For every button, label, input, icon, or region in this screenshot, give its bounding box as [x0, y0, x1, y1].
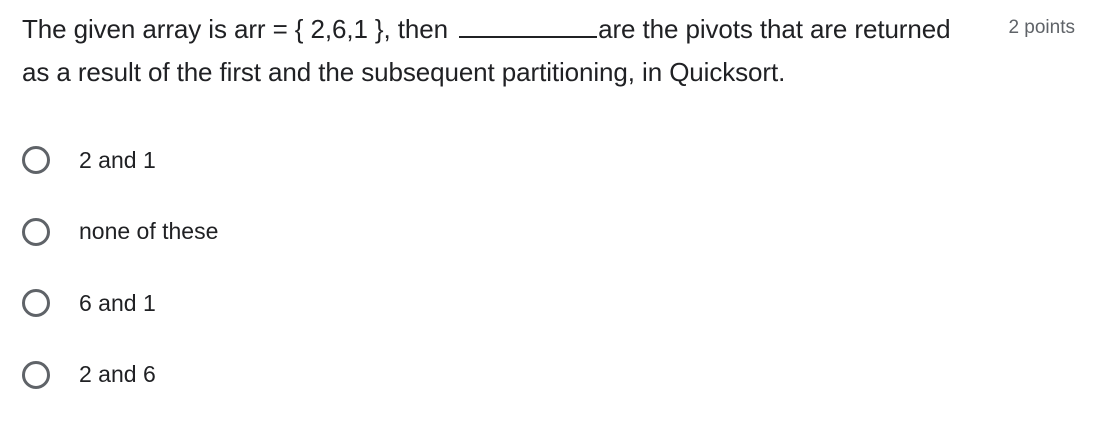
- option-2-and-6[interactable]: [22, 351, 218, 399]
- answer-blank: [459, 18, 597, 38]
- option-label: none of these: [79, 218, 219, 244]
- question-text-before-blank: The given array is arr = { 2,6,1 }, then: [22, 14, 456, 44]
- option-6-and-1[interactable]: [22, 279, 218, 327]
- option-2-and-1[interactable]: [22, 136, 218, 184]
- option-label: 2 and 6: [79, 361, 156, 387]
- radio-button[interactable]: [22, 146, 50, 174]
- question-text: [22, 8, 982, 94]
- radio-button[interactable]: [22, 218, 50, 246]
- option-label: 2 and 1: [79, 146, 156, 173]
- question-text-after-blank: are the pivots that are returned as a result of the first and the subsequent partitioning, in Quicksort.: [22, 14, 951, 87]
- option-none-of-these[interactable]: [22, 208, 218, 256]
- points-label: 2 points: [1008, 17, 1075, 38]
- radio-button[interactable]: [22, 289, 50, 317]
- options-list: [22, 136, 218, 422]
- option-label: 6 and 1: [79, 289, 156, 316]
- radio-button[interactable]: [22, 361, 50, 389]
